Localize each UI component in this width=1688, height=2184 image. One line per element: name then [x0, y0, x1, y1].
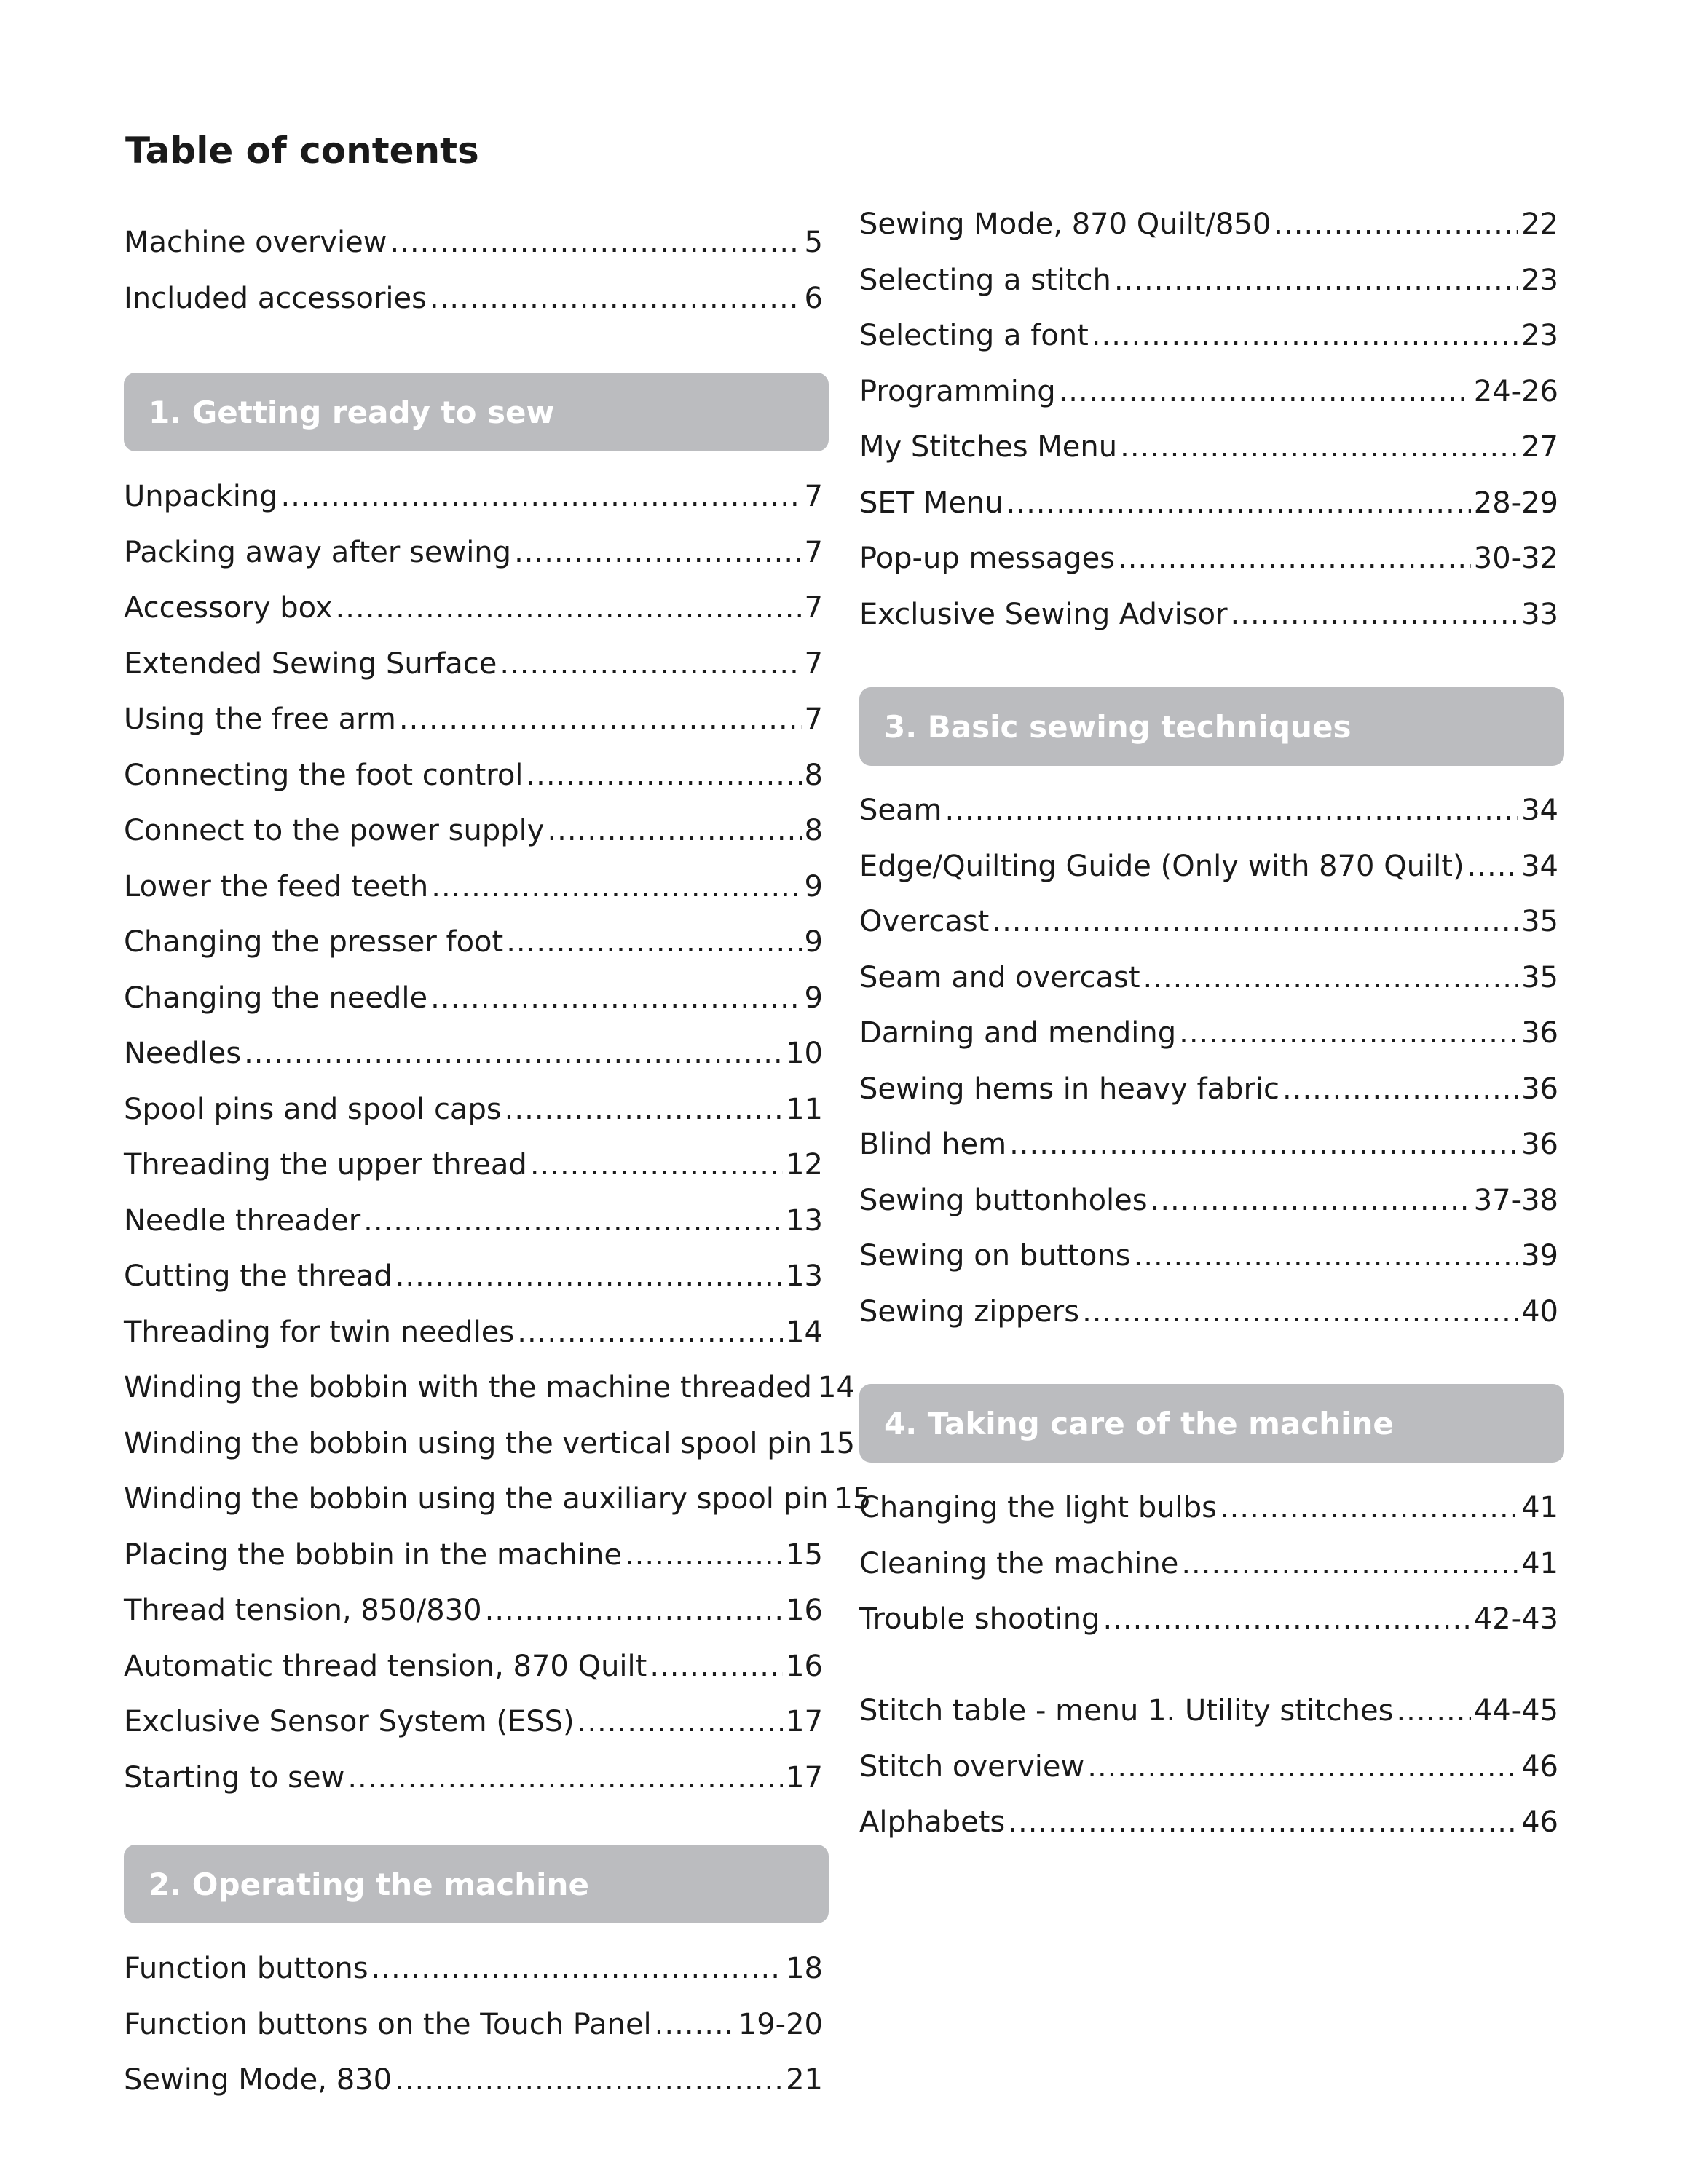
toc-entry[interactable]	[124, 1312, 823, 1353]
section-header-taking-care	[859, 1384, 1564, 1463]
toc-entry-label: Exclusive Sewing Advisor	[859, 597, 1228, 631]
dot-leader	[625, 1535, 783, 1575]
toc-entry-page: 9	[804, 981, 823, 1015]
toc-entry[interactable]	[124, 866, 823, 907]
toc-entry-page: 16	[786, 1594, 823, 1627]
toc-entry-label: Machine overview	[124, 226, 387, 259]
toc-entry-label: SET Menu	[859, 486, 1003, 520]
section-heading-text: 2. Operating the machine	[149, 1866, 589, 1902]
dot-leader	[395, 1256, 783, 1297]
toc-entry-label: Alphabets	[859, 1805, 1006, 1839]
toc-entry-label: Selecting a font	[859, 319, 1089, 352]
toc-entry[interactable]	[859, 483, 1558, 523]
dot-leader	[281, 476, 802, 517]
toc-entry-label: Sewing Mode, 870 Quilt/850	[859, 207, 1271, 241]
toc-entry[interactable]	[124, 278, 823, 319]
toc-entry-page: 23	[1521, 319, 1558, 352]
toc-entry-page: 22	[1521, 207, 1558, 241]
toc-entry[interactable]	[124, 2060, 823, 2100]
dot-leader	[1114, 260, 1518, 301]
toc-entry-label: Stitch table - menu 1. Utility stitches	[859, 1694, 1394, 1728]
toc-entry[interactable]	[124, 1367, 855, 1408]
dot-leader	[371, 1948, 783, 1989]
toc-entry[interactable]	[124, 222, 823, 263]
toc-entry-label: Blind hem	[859, 1128, 1007, 1161]
section-header-getting-ready	[124, 373, 829, 451]
toc-entry-label: My Stitches Menu	[859, 430, 1118, 464]
dot-leader	[431, 866, 801, 907]
toc-entry-page: 9	[804, 925, 823, 959]
toc-entry-page: 41	[1521, 1546, 1558, 1580]
toc-entry-page: 7	[804, 480, 823, 513]
toc-entry-page: 39	[1521, 1239, 1558, 1273]
toc-entry-label: Programming	[859, 374, 1056, 408]
toc-entry-page: 17	[786, 1760, 823, 1795]
dot-leader	[430, 978, 801, 1018]
toc-entry[interactable]	[124, 1535, 823, 1575]
toc-entry-page: 8	[804, 758, 823, 792]
dot-leader	[655, 2004, 735, 2045]
dot-leader	[547, 810, 801, 851]
toc-entry[interactable]	[859, 1069, 1558, 1109]
toc-entry[interactable]	[124, 1948, 823, 1989]
toc-entry[interactable]	[859, 1487, 1558, 1528]
toc-entry-page: 19-20	[738, 2007, 823, 2041]
toc-entry-label: Sewing hems in heavy fabric	[859, 1072, 1280, 1106]
toc-entry[interactable]	[859, 538, 1558, 579]
toc-entry-label: Needles	[124, 1037, 242, 1070]
toc-entry-label: Placing the bobbin in the machine	[124, 1538, 622, 1572]
toc-entry-label: Winding the bobbin with the machine threaded	[124, 1371, 812, 1404]
toc-entry-label: Lower the feed teeth	[124, 869, 429, 903]
dot-leader	[1179, 1013, 1518, 1053]
toc-entry-label: Winding the bobbin using the vertical spool pin	[124, 1426, 813, 1460]
toc-entry-label: Seam and overcast	[859, 960, 1140, 994]
toc-entry-page: 35	[1521, 960, 1558, 994]
toc-entry[interactable]	[859, 1235, 1558, 1276]
dot-leader	[1118, 538, 1471, 579]
toc-entry[interactable]	[124, 644, 823, 684]
toc-entry[interactable]	[124, 1479, 872, 1519]
toc-entry-page: 30-32	[1473, 542, 1558, 575]
dot-leader	[430, 278, 802, 319]
toc-entry-label: Thread tension, 850/830	[124, 1594, 482, 1627]
dot-leader	[1087, 1746, 1518, 1787]
toc-entry-page: 36	[1521, 1072, 1558, 1106]
dot-leader	[514, 532, 801, 573]
toc-entry-label: Function buttons on the Touch Panel	[124, 2007, 652, 2041]
toc-entry-page: 18	[786, 1952, 823, 1985]
toc-entry-label: Function buttons	[124, 1952, 368, 1985]
toc-entry-label: Pop-up messages	[859, 542, 1116, 575]
dot-leader	[1231, 594, 1519, 635]
toc-entry-label: Stitch overview	[859, 1749, 1085, 1784]
dot-leader	[506, 922, 801, 962]
toc-entry-label: Unpacking	[124, 480, 278, 513]
section-header-basic-techniques	[859, 687, 1564, 766]
toc-entry[interactable]	[859, 1124, 1558, 1165]
toc-entry[interactable]	[859, 371, 1558, 412]
section-heading-text: 1. Getting ready to sew	[149, 394, 555, 430]
dot-leader	[336, 587, 802, 628]
dot-leader	[1143, 957, 1519, 998]
toc-entry-label: Spool pins and spool caps	[124, 1092, 502, 1126]
toc-entry-label: Cutting the thread	[124, 1259, 393, 1293]
toc-entry-page: 33	[1521, 597, 1558, 631]
toc-entry-page: 15	[786, 1538, 823, 1572]
toc-entry-page: 37-38	[1473, 1183, 1558, 1217]
toc-entry-label: Changing the presser foot	[124, 925, 504, 959]
toc-entry[interactable]	[124, 978, 823, 1018]
toc-entry-label: Connect to the power supply	[124, 814, 545, 847]
toc-entry-page: 27	[1521, 430, 1558, 464]
toc-entry-page: 7	[804, 535, 823, 569]
toc-entry[interactable]	[124, 1256, 823, 1297]
toc-entry-page: 34	[1521, 849, 1558, 883]
toc-entry-page: 15	[834, 1482, 872, 1516]
toc-entry-label: Threading for twin needles	[124, 1315, 515, 1349]
toc-entry[interactable]	[124, 587, 823, 628]
toc-entry[interactable]	[124, 1089, 823, 1130]
toc-entry[interactable]	[859, 315, 1558, 356]
dot-leader	[992, 901, 1518, 942]
toc-entry[interactable]	[124, 1423, 856, 1464]
dot-leader	[650, 1646, 783, 1687]
toc-entry-label: Connecting the foot control	[124, 758, 524, 792]
toc-entry-page: 14	[817, 1371, 855, 1404]
toc-entry-page: 44-45	[1473, 1694, 1558, 1728]
toc-entry-page: 35	[1521, 905, 1558, 938]
toc-entry-label: Seam	[859, 794, 942, 827]
toc-entry-page: 13	[786, 1203, 823, 1238]
toc-entry-label: Threading the upper thread	[124, 1148, 527, 1182]
toc-entry-label: Overcast	[859, 905, 990, 938]
dot-leader	[526, 755, 801, 796]
toc-entry[interactable]	[859, 1802, 1558, 1843]
toc-entry[interactable]	[859, 1291, 1558, 1332]
dot-leader	[1006, 483, 1471, 523]
dot-leader	[347, 1757, 783, 1798]
toc-entry-label: Darning and mending	[859, 1016, 1177, 1050]
toc-entry[interactable]	[124, 922, 823, 962]
toc-entry-page: 41	[1521, 1491, 1558, 1524]
toc-entry[interactable]	[859, 204, 1558, 245]
dot-leader	[1181, 1543, 1518, 1584]
dot-leader	[244, 1033, 783, 1074]
toc-entry-page: 34	[1521, 794, 1558, 827]
toc-entry-label: Changing the needle	[124, 981, 428, 1015]
dot-leader	[944, 790, 1518, 831]
toc-entry-page: 13	[786, 1259, 823, 1293]
toc-entry-page: 9	[804, 869, 823, 903]
dot-leader	[390, 222, 801, 263]
dot-leader	[530, 1144, 783, 1185]
toc-entry-label: Trouble shooting	[859, 1602, 1100, 1636]
toc-entry[interactable]	[859, 1543, 1558, 1584]
toc-entry-page: 11	[786, 1092, 823, 1126]
page-title: Table of contents	[125, 130, 479, 172]
toc-entry[interactable]	[859, 901, 1558, 942]
dot-leader	[1274, 204, 1518, 245]
toc-entry-page: 10	[786, 1037, 823, 1070]
dot-leader	[1467, 846, 1519, 887]
toc-entry-label: Sewing zippers	[859, 1294, 1080, 1329]
toc-entry[interactable]	[859, 427, 1558, 467]
toc-entry-page: 40	[1521, 1294, 1558, 1329]
toc-entry[interactable]	[124, 2004, 823, 2045]
dot-leader	[395, 2060, 783, 2100]
toc-entry-label: Winding the bobbin using the auxiliary spool pin	[124, 1482, 829, 1516]
toc-entry[interactable]	[124, 1033, 823, 1074]
toc-entry-label: Using the free arm	[124, 703, 396, 736]
toc-entry[interactable]	[859, 1746, 1558, 1787]
toc-entry-label: Accessory box	[124, 591, 333, 625]
toc-entry[interactable]	[859, 790, 1558, 831]
dot-leader	[1282, 1069, 1518, 1109]
dot-leader	[505, 1089, 783, 1130]
toc-entry-label: Packing away after sewing	[124, 535, 512, 569]
toc-entry-label: Edge/Quilting Guide (Only with 870 Quilt)	[859, 849, 1464, 883]
dot-leader	[1151, 1180, 1471, 1221]
toc-entry[interactable]	[124, 1757, 823, 1798]
toc-entry-page: 8	[804, 814, 823, 847]
toc-entry-page: 15	[818, 1426, 856, 1460]
dot-leader	[363, 1200, 783, 1241]
toc-entry-page: 42-43	[1473, 1602, 1558, 1636]
toc-entry-label: Changing the light bulbs	[859, 1491, 1217, 1524]
toc-entry[interactable]	[859, 846, 1558, 887]
toc-entry[interactable]	[124, 1144, 823, 1185]
toc-entry[interactable]	[124, 810, 823, 851]
toc-entry-label: Needle threader	[124, 1203, 361, 1238]
toc-entry-page: 46	[1521, 1805, 1558, 1839]
toc-entry[interactable]	[124, 1590, 823, 1631]
toc-entry[interactable]	[859, 1690, 1558, 1731]
dot-leader	[1220, 1487, 1518, 1528]
toc-entry-label: Automatic thread tension, 870 Quilt	[124, 1649, 647, 1683]
toc-entry-label: Selecting a stitch	[859, 263, 1111, 297]
toc-entry-page: 7	[804, 591, 823, 625]
toc-entry-page: 21	[786, 2063, 823, 2097]
toc-entry[interactable]	[859, 260, 1558, 301]
toc-entry-page: 6	[804, 281, 823, 315]
toc-entry-label: Sewing buttonholes	[859, 1183, 1148, 1217]
toc-entry-page: 16	[786, 1649, 823, 1683]
toc-entry[interactable]	[859, 1180, 1558, 1221]
dot-leader	[1059, 371, 1471, 412]
toc-entry[interactable]	[859, 594, 1558, 635]
toc-entry-label: Extended Sewing Surface	[124, 646, 497, 681]
toc-entry-label: Starting to sew	[124, 1760, 345, 1795]
toc-entry-page: 7	[804, 646, 823, 681]
toc-entry-label: Sewing Mode, 830	[124, 2063, 393, 2097]
toc-entry-page: 14	[786, 1315, 823, 1349]
toc-entry-page: 7	[804, 703, 823, 736]
section-heading-text: 4. Taking care of the machine	[884, 1405, 1394, 1441]
toc-entry-page: 24-26	[1473, 374, 1558, 408]
toc-entry[interactable]	[859, 1013, 1558, 1053]
toc-entry-label: Exclusive Sensor System (ESS)	[124, 1705, 575, 1738]
dot-leader	[485, 1590, 783, 1631]
toc-entry[interactable]	[124, 1646, 823, 1687]
toc-entry-page: 36	[1521, 1128, 1558, 1161]
dot-leader	[1009, 1124, 1518, 1165]
toc-entry-page: 12	[786, 1148, 823, 1182]
dot-leader	[1120, 427, 1518, 467]
toc-entry-page: 46	[1521, 1749, 1558, 1784]
toc-entry-label: Cleaning the machine	[859, 1546, 1179, 1580]
dot-leader	[1082, 1291, 1518, 1332]
dot-leader	[500, 644, 801, 684]
dot-leader	[399, 699, 802, 740]
toc-entry[interactable]	[124, 532, 823, 573]
dot-leader	[1008, 1802, 1518, 1843]
toc-entry[interactable]	[124, 1200, 823, 1241]
toc-entry-page: 17	[786, 1705, 823, 1738]
dot-leader	[1134, 1235, 1518, 1276]
dot-leader	[1103, 1599, 1470, 1639]
toc-entry-label: Sewing on buttons	[859, 1239, 1131, 1273]
section-header-operating	[124, 1845, 829, 1923]
toc-entry[interactable]	[124, 1701, 823, 1742]
toc-entry-page: 28-29	[1473, 486, 1558, 520]
toc-entry[interactable]	[124, 755, 823, 796]
dot-leader	[577, 1701, 783, 1742]
dot-leader	[1092, 315, 1518, 356]
toc-entry[interactable]	[859, 957, 1558, 998]
dot-leader	[517, 1312, 783, 1353]
toc-entry-label: Included accessories	[124, 281, 427, 315]
toc-entry-page: 36	[1521, 1016, 1558, 1050]
toc-entry-page: 5	[804, 226, 823, 259]
toc-entry[interactable]	[124, 699, 823, 740]
toc-entry[interactable]	[124, 476, 823, 517]
toc-entry[interactable]	[859, 1599, 1558, 1639]
toc-entry-page: 23	[1521, 263, 1558, 297]
dot-leader	[1396, 1690, 1470, 1731]
section-heading-text: 3. Basic sewing techniques	[884, 708, 1352, 745]
